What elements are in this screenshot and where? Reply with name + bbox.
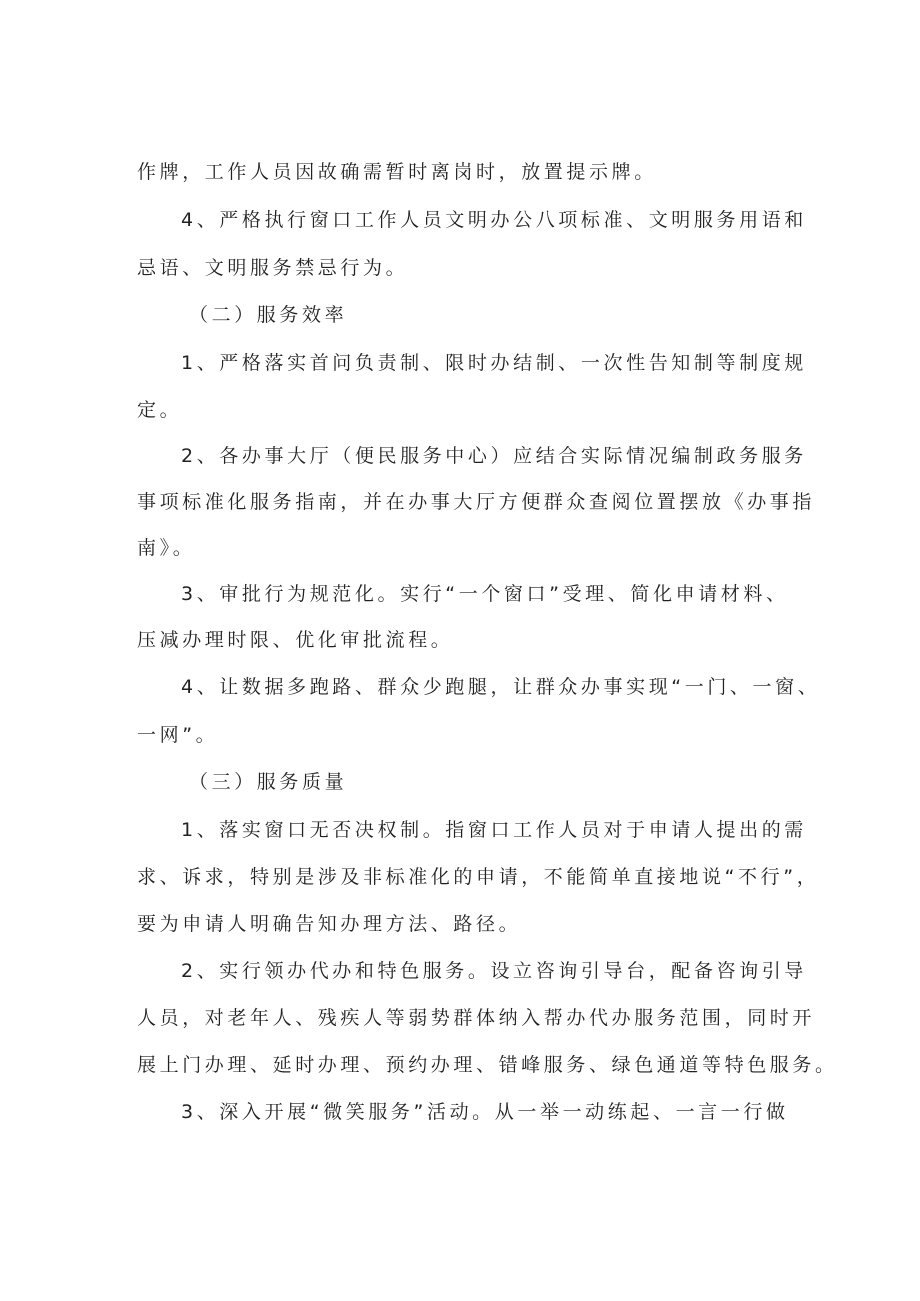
text-line: 一网”。 (137, 724, 219, 746)
text-line: 事项标准化服务指南，并在办事大厅方便群众查阅位置摆放《办事指 (137, 491, 816, 513)
section-heading: （三）服务质量 (189, 771, 348, 793)
text-line: 2、各办事大厅（便民服务中心）应结合实际情况编制政务服务 (181, 445, 807, 467)
text-line: 4、让数据多跑路、群众少跑腿，让群众办事实现“一门、一窗、 (181, 676, 821, 698)
text-line: 4、严格执行窗口工作人员文明办公八项标准、文明服务用语和 (181, 209, 807, 231)
text-line: 1、严格落实首问负责制、限时办结制、一次性告知制等制度规 (181, 352, 807, 374)
text-line: 求、诉求，特别是涉及非标准化的申请，不能简单直接地说“不行”， (137, 866, 820, 888)
text-line: 展上门办理、延时办理、预约办理、错峰服务、绿色通道等特色服务。 (137, 1054, 838, 1076)
text-line: 作牌，工作人员因故确需暂时离岗时，放置提示牌。 (137, 161, 657, 183)
text-line: 3、审批行为规范化。实行“一个窗口”受理、简化申请材料、 (181, 583, 789, 605)
text-line: 人员，对老年人、残疾人等弱势群体纳入帮办代办服务范围，同时开 (137, 1007, 816, 1029)
section-heading: （二）服务效率 (189, 304, 348, 326)
text-line: 忌语、文明服务禁忌行为。 (137, 257, 409, 279)
text-line: 2、实行领办代办和特色服务。设立咨询引导台，配备咨询引导 (181, 960, 807, 982)
text-line: 1、落实窗口无否决权制。指窗口工作人员对于申请人提出的需 (181, 819, 807, 841)
text-line: 3、深入开展“微笑服务”活动。从一举一动练起、一言一行做 (181, 1101, 789, 1123)
text-line: 要为申请人明确告知办理方法、路径。 (137, 913, 522, 935)
text-line: 定。 (137, 399, 183, 421)
text-line: 压减办理时限、优化审批流程。 (137, 629, 454, 651)
text-line: 南》。 (137, 537, 196, 559)
